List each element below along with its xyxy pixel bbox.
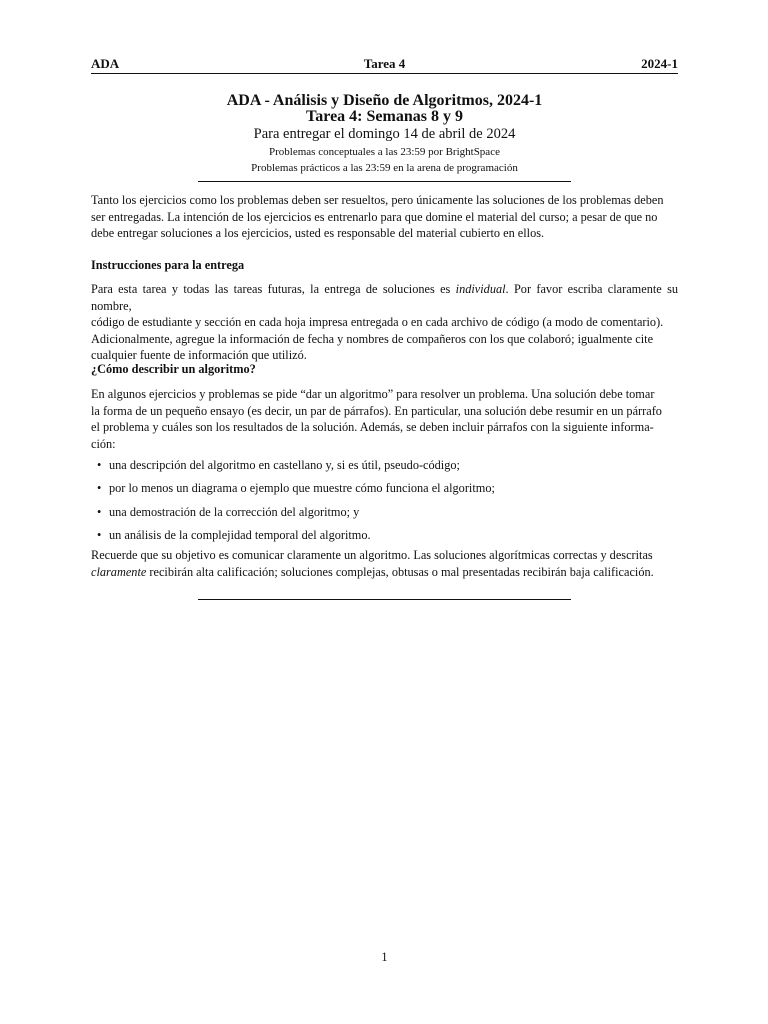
- bullet-icon: •: [97, 458, 102, 472]
- list-item-text: un análisis de la complejidad temporal del algoritmo.: [109, 527, 371, 542]
- instructions-paragraph: [91, 281, 678, 364]
- separator-rule-top: [198, 181, 571, 182]
- intro-line: ser entregadas. La intención de los ejercicios es entrenarlo para que domine el material del curso; a pesar de que no: [91, 209, 658, 224]
- closing-paragraph: [91, 547, 678, 580]
- intro-paragraph: [91, 192, 678, 242]
- list-item-text: una descripción del algoritmo en castellano y, si es útil, pseudo-código;: [109, 458, 460, 472]
- algorithm-line: el problema y cuáles son los resultados de la solución. Además, se deben incluir párrafos con la siguiente informa-: [91, 420, 654, 435]
- intro-line: Tanto los ejercicios como los problemas deben ser resueltos, pero únicamente las soluciones de los problemas deben: [91, 193, 664, 207]
- text-run: Para esta tarea y todas las tareas futuras, la entrega de soluciones es: [91, 282, 456, 296]
- title-block: [91, 92, 678, 176]
- emphasis-text: claramente: [91, 564, 147, 579]
- document-title: ADA - Análisis y Diseño de Algoritmos, 2024-1: [226, 92, 543, 109]
- section-heading-instructions: Instrucciones para la entrega: [91, 258, 245, 272]
- algorithm-line: En algunos ejercicios y problemas se pide “dar un algoritmo” para resolver un problema. Una solución debe tomar: [91, 387, 655, 401]
- instructions-line: código de estudiante y sección en cada hoja impresa entregada o en cada archivo de código (a modo de comentario).: [91, 315, 664, 330]
- header-course: ADA: [91, 56, 120, 71]
- list-item-text: por lo menos un diagrama o ejemplo que muestre cómo funciona el algoritmo;: [109, 481, 495, 496]
- list-item: [91, 504, 678, 527]
- closing-line: [91, 564, 678, 581]
- requirements-list: [91, 457, 678, 550]
- header-assignment: Tarea 4: [363, 56, 406, 71]
- running-header: [91, 56, 678, 74]
- conceptual-deadline: Problemas conceptuales a las 23:59 por BrightSpace: [269, 146, 500, 158]
- separator-rule-bottom: [198, 599, 571, 600]
- instructions-line: [91, 281, 678, 314]
- bullet-icon: •: [97, 481, 102, 496]
- text-run: recibirán alta calificación; soluciones complejas, obtusas o mal presentadas recibirán baja calificación.: [146, 564, 654, 579]
- text-run: . Por favor escriba claramente su nombre,: [91, 282, 678, 313]
- section-heading-algorithm: ¿Cómo describir un algoritmo?: [91, 362, 256, 376]
- instructions-line: Adicionalmente, agregue la información de fecha y nombres de compañeros con los que colaboró; igualmente cite: [91, 331, 654, 346]
- practical-deadline: Problemas prácticos a las 23:59 en la arena de programación: [251, 162, 518, 174]
- document-subtitle: Tarea 4: Semanas 8 y 9: [306, 108, 463, 125]
- due-date: Para entregar el domingo 14 de abril de 2024: [253, 126, 516, 142]
- intro-line: debe entregar soluciones a los ejercicios, usted es responsable del material cubierto en ellos.: [91, 226, 545, 241]
- emphasis-text: individual: [455, 282, 506, 296]
- document-page: [91, 0, 678, 1024]
- list-item: [91, 480, 678, 503]
- header-rule: [91, 73, 678, 74]
- page-number: 1: [381, 950, 388, 964]
- header-term: 2024-1: [641, 56, 678, 71]
- closing-line: Recuerde que su objetivo es comunicar claramente un algoritmo. Las soluciones algorítmicas correctas y descritas: [91, 548, 653, 562]
- bullet-icon: •: [97, 527, 102, 542]
- algorithm-line: ción:: [91, 436, 116, 451]
- algorithm-line: la forma de un pequeño ensayo (es decir, un par de párrafos). En particular, una solución debe resumir en un párrafo: [91, 403, 662, 418]
- bullet-icon: •: [97, 504, 102, 519]
- algorithm-paragraph: [91, 386, 678, 452]
- list-item: [91, 457, 678, 480]
- list-item-text: una demostración de la corrección del algoritmo; y: [109, 504, 360, 519]
- instructions-line: cualquier fuente de información que utilizó.: [91, 348, 307, 363]
